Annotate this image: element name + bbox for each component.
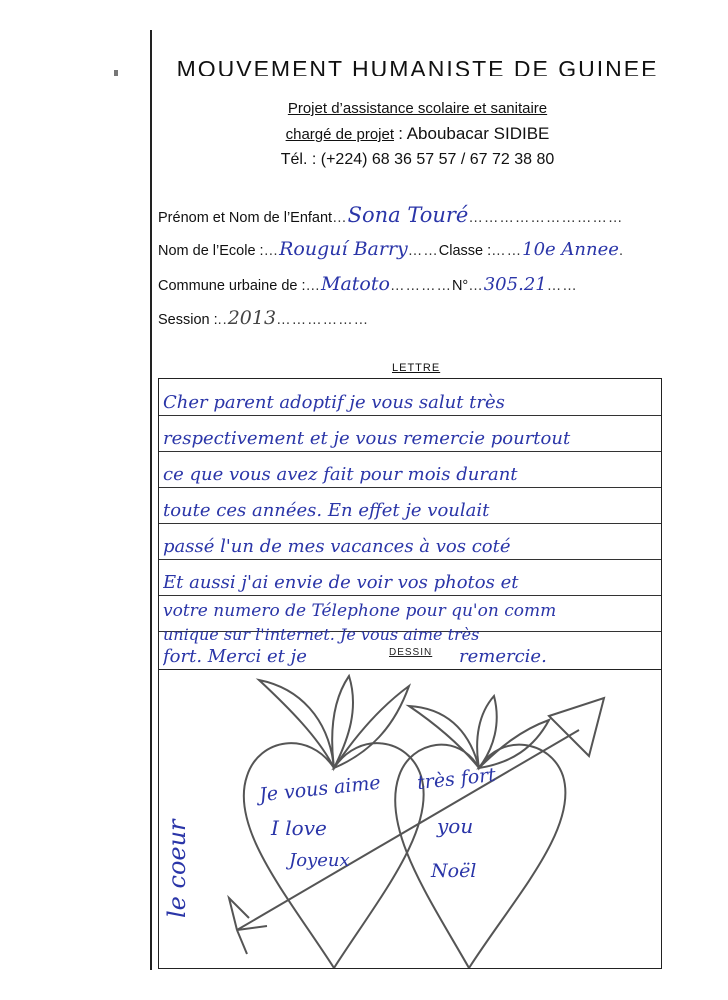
phone-line: Tél. : (+224) 68 36 57 57 / 67 72 38 80 [280,151,555,168]
letter-line: Cher parent adoptif je vous salut très [163,392,505,413]
left-heart-top-text: Je vous aime [258,771,382,807]
drawing-section-label: DESSIN [389,647,433,658]
letter-rule [159,595,661,596]
leaf-right-1 [409,706,479,768]
manager-label: chargé de projet [285,126,395,143]
project-line [160,100,675,117]
drawing-box [158,668,662,969]
leaf-right-2 [477,696,497,768]
letter-line: fort. Merci et je [163,646,307,667]
left-heart-mid-text: I love [271,816,327,840]
left-heart-bottom-text: Joyeux [289,850,350,871]
letter-rule [159,451,661,452]
letter-rule [159,523,661,524]
number-label: N° [451,278,469,294]
child-name-field: Prénom et Nom de l’Enfant…Sona Touré………………………… [158,203,624,227]
letter-line: unique sur l'internet. Je vous aime très [163,625,480,644]
page-margin-line [150,30,152,970]
letter-rule [159,487,661,488]
letter-closing: remercie. [459,646,547,667]
school-label: Nom de l’Ecole [158,243,256,259]
letter-line: passé l'un de mes vacances à vos coté [163,536,511,557]
session-field: Session :..2013……………… [158,307,370,329]
class-value: 10e Annee [522,239,619,260]
letter-line: ce que vous avez fait pour mois durant [163,464,518,485]
child-name-value: Sona Touré [347,203,469,227]
school-value: Rouguí Barry [279,238,408,260]
number-value: 305.21 [483,274,547,295]
arrow-head [549,698,604,756]
letter-line: toute ces années. En effet je voulait [163,500,490,521]
right-heart-top-text: très fort [416,763,497,795]
letter-section-label: LETTRE [392,362,441,374]
letter-rule [159,559,661,560]
commune-label: Commune urbaine de [158,278,298,294]
side-text: le coeur [163,819,191,918]
commune-field: Commune urbaine de :…Matoto…………N°…305.21…… [158,273,578,295]
arrow-fletching [229,898,267,954]
manager-line [160,124,675,144]
scan-speck [114,70,118,76]
right-heart-bottom-text: Noël [431,860,477,882]
letter-line: Et aussi j'ai envie de voir vos photos et [163,572,519,593]
organization-title: MOUVEMENT HUMANISTE DE GUINEE [176,56,659,76]
letter-line: respectivement et je vous remercie pourtout [163,428,571,449]
class-label: Classe : [438,243,492,259]
hearts-drawing [159,668,661,968]
right-heart-mid-text: you [437,814,474,838]
session-label: Session : [158,312,218,328]
school-field: Nom de l’Ecole :…Rouguí Barry……Classe :……10e Annee. [158,238,624,260]
project-title: Projet d’assistance scolaire et sanitaire [287,100,548,117]
letter-box [158,378,662,670]
letter-rule [159,415,661,416]
commune-value: Matoto [321,273,390,295]
session-value: 2013 [227,307,277,329]
manager-name: : Aboubacar SIDIBE [398,124,550,143]
letter-line: votre numero de Télephone pour qu'on comm [163,601,557,621]
child-name-label: Prénom et Nom de l’Enfant [158,210,333,226]
